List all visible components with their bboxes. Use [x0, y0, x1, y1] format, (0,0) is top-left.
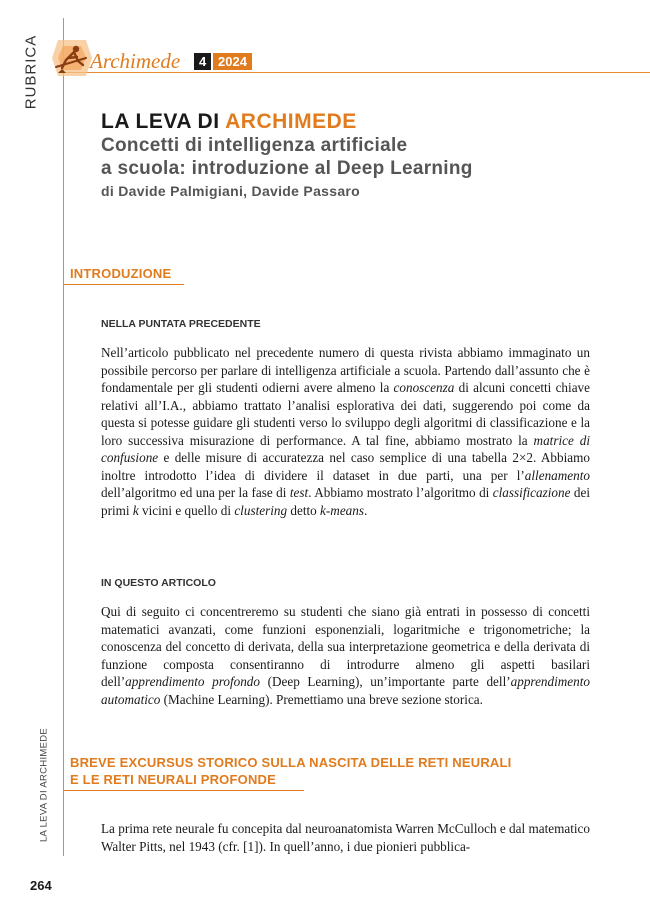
section-heading-history: [64, 754, 511, 788]
article-title: [101, 110, 473, 134]
paragraph-previous: Nell’articolo pubblicato nel precedente numero di questa rivista abbiamo immaginato un possibile percorso per parlare di intelligenza artificiale a scuola. Partendo dall’assunto che è fondamentale per gli studenti odierni avere almeno la conoscenza di alcuni concetti chiave relativi all’I.A., abbiamo trattato l’analisi esplorativa dei dati, suggerendo poi come da questa si potesse guidare gli studenti verso lo sviluppo degli algoritmi di classificazione e la loro successiva misurazione di performance. A tal fine, abbiamo mostrato la matrice di confusione e delle misure di accuratezza nel caso semplice di una tabella 2×2. Abbiamo inoltre introdotto l’idea di dividere il dataset in due parti, una per l’allenamento dell’algoritmo ed una per la fase di test. Abbiamo mostrato l’algoritmo di classificazione dei primi k vicini e quello di clustering detto k-means.: [101, 345, 590, 518]
italic-term: test: [289, 485, 309, 500]
side-label-text: LA LEVA DI ARCHIMEDE: [38, 727, 50, 843]
section-heading-intro: [64, 265, 171, 282]
paragraph-history: La prima rete neurale fu concepita dal neuroanatomista Warren McCulloch e dal matematico Walter Pitts, nel 1943 (cfr. [1]). In quell’anno, i due pionieri pubblica-: [101, 821, 590, 854]
italic-term: classificazione: [492, 485, 571, 500]
title-prefix: LA LEVA DI: [101, 110, 220, 133]
history-heading-line1: BREVE EXCURSUS STORICO SULLA NASCITA DELLE RETI NEURALI: [70, 755, 512, 770]
left-margin-rule: [63, 18, 64, 856]
archimede-logo-icon: [52, 36, 92, 80]
side-vertical-label: [32, 718, 56, 852]
rubric-label-text: RUBRICA: [22, 34, 40, 110]
subheading-previous: NELLA PUNTATA PRECEDENTE: [101, 318, 261, 330]
article-subtitle-line2: a scuola: introduzione al Deep Learning: [101, 158, 473, 179]
paragraph-this-article: Qui di seguito ci concentreremo su studenti che siano già entrati in possesso di concetti matematici avanzati, come funzioni esponenziali, logaritmiche e trigonometriche; la conoscenza del concetto di derivata, della sua interpretazione geometrica e della derivata di funzione composta consentiranno di introdurre almeno gli aspetti basilari dell’apprendimento profondo (Deep Learning), un’importante parte dell’apprendimento automatico (Machine Learning). Premettiamo una breve sezione storica.: [101, 604, 590, 707]
issue-number-badge: 4: [194, 53, 211, 70]
article-subtitle-line1: Concetti di intelligenza artificiale: [101, 135, 408, 156]
title-highlight: ARCHIMEDE: [225, 110, 357, 133]
section-underline: [64, 790, 304, 791]
italic-term: allenamento: [524, 467, 590, 483]
article-authors: di Davide Palmigiani, Davide Passaro: [101, 183, 361, 199]
section-underline: [64, 284, 184, 285]
column-name: Archimede: [90, 49, 181, 73]
history-heading-line2: E LE RETI NEURALI PROFONDE: [70, 772, 276, 787]
section-heading-intro-text: INTRODUZIONE: [70, 266, 172, 281]
page-number: 264: [30, 878, 52, 893]
article-title-block: [101, 110, 473, 199]
italic-term: apprendimento profondo: [125, 674, 260, 689]
italic-term: clustering: [234, 502, 288, 518]
italic-term: k-means: [320, 502, 364, 518]
italic-term: apprendimento automatico: [101, 674, 590, 707]
italic-term: conoscenza: [393, 380, 455, 395]
rubric-vertical-label: [15, 31, 47, 113]
italic-term: k: [132, 502, 139, 518]
subheading-this-article: IN QUESTO ARTICOLO: [101, 577, 216, 589]
italic-term: matrice di confusione: [101, 432, 590, 465]
year-badge: 2024: [213, 53, 252, 70]
